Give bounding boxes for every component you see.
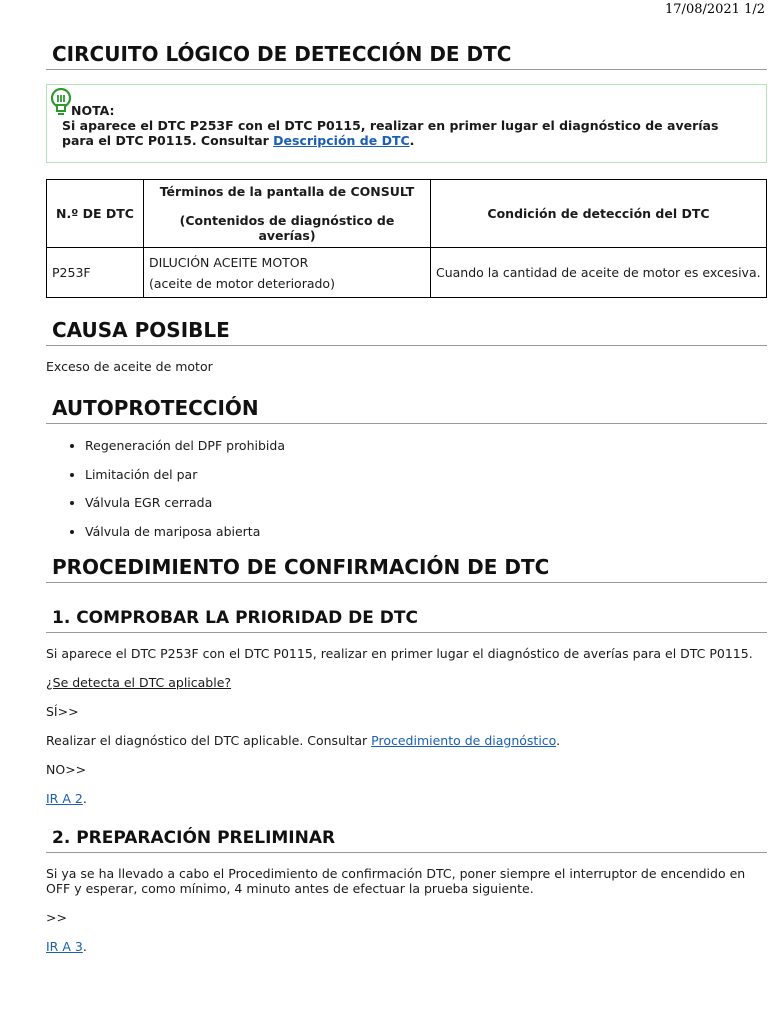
cell-terms: DILUCIÓN ACEITE MOTOR (aceite de motor deteriorado) (144, 248, 431, 298)
step1-no-label: NO>> (46, 762, 87, 777)
dtc-table (46, 179, 767, 298)
step1-text: Si aparece el DTC P253F con el DTC P0115, realizar en primer lugar el diagnóstico de averías para el DTC P0115. (46, 646, 753, 661)
section-title-circuit: CIRCUITO LÓGICO DE DETECCIÓN DE DTC (46, 38, 767, 70)
step1-question: ¿Se detecta el DTC aplicable? (46, 675, 232, 690)
cause-text: Exceso de aceite de motor (46, 359, 213, 374)
step2-text: Si ya se ha llevado a cabo el Procedimiento de confirmación DTC, poner siempre el interruptor de encendido en OFF y esperar, como mínimo, 4 minuto antes de efectuar la prueba siguiente. (46, 866, 746, 896)
section-title-cause: CAUSA POSIBLE (46, 314, 767, 346)
step1-no-action: IR A 2. (46, 791, 87, 806)
list-item: • Válvula de mariposa abierta (85, 524, 767, 539)
note-title: NOTA: (71, 103, 115, 118)
cell-dtc: P253F (47, 248, 144, 298)
step1-yes-text: Realizar el diagnóstico del DTC aplicable. Consultar Procedimiento de diagnóstico. (46, 733, 561, 748)
note-box (46, 84, 767, 163)
table-row (47, 248, 767, 298)
list-item: • Limitación del par (85, 467, 767, 482)
page-header: 17/08/2021 1/2 (665, 2, 765, 17)
table-header-row (47, 180, 767, 248)
lightbulb-icon (50, 88, 72, 116)
selfprotection-list (46, 438, 767, 539)
list-item: • Regeneración del DPF prohibida (85, 438, 767, 453)
step1-yes-label: SÍ>> (46, 704, 79, 719)
go-to-step3-link[interactable]: IR A 3 (46, 939, 83, 954)
note-text: Si aparece el DTC P253F con el DTC P0115, realizar en primer lugar el diagnóstico de averías para el DTC P0115. Consultar Descripción de DTC. (62, 118, 719, 148)
step2-next-action: IR A 3. (46, 939, 87, 954)
diagnostic-procedure-link[interactable]: Procedimiento de diagnóstico (371, 733, 557, 748)
cell-condition: Cuando la cantidad de aceite de motor es excesiva. (431, 248, 767, 298)
list-item: • Válvula EGR cerrada (85, 495, 767, 510)
header-consult-terms: Términos de la pantalla de CONSULT (Contenidos de diagnóstico de averías) (144, 180, 431, 248)
header-dtc-number: N.º DE DTC (47, 180, 144, 248)
step2-next-label: >> (46, 910, 67, 925)
dtc-description-link[interactable]: Descripción de DTC (273, 133, 410, 148)
document-body (46, 38, 767, 954)
step1-title: 1. COMPROBAR LA PRIORIDAD DE DTC (46, 605, 767, 633)
header-detection-condition: Condición de detección del DTC (431, 180, 767, 248)
go-to-step2-link[interactable]: IR A 2 (46, 791, 83, 806)
section-title-selfprotection: AUTOPROTECCIÓN (46, 392, 767, 424)
section-title-confirmation: PROCEDIMIENTO DE CONFIRMACIÓN DE DTC (46, 551, 767, 583)
step2-title: 2. PREPARACIÓN PRELIMINAR (46, 825, 767, 853)
